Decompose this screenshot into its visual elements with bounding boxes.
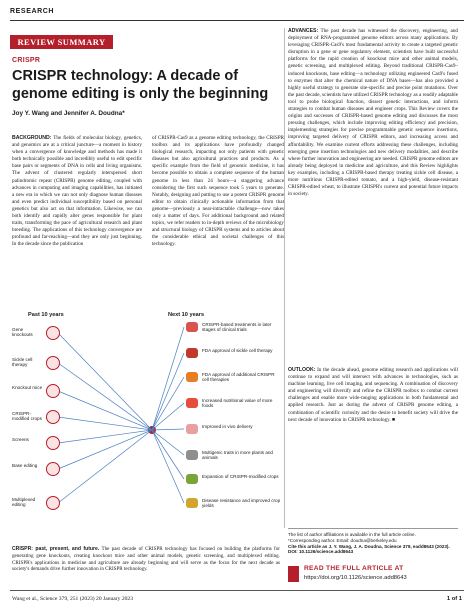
- next-item-label: Expansion of CRISPR-modified crops: [202, 474, 279, 479]
- article-authors: Joy Y. Wang and Jennifer A. Doudna*: [12, 110, 125, 117]
- past-item-icon: [46, 410, 60, 424]
- outlook-column: [288, 367, 458, 424]
- read-full-label: READ THE FULL ARTICLE AT: [304, 565, 404, 572]
- past-item-icon: [46, 462, 60, 476]
- caption-lead: CRISPR: past, present, and future.: [12, 546, 100, 552]
- past-item-label: Knockout mice: [12, 385, 43, 390]
- footnote-affiliations: The list of author affiliations is available in the full article online.: [288, 532, 416, 537]
- figure-next-connector: [152, 430, 184, 479]
- section-label: RESEARCH: [10, 8, 55, 15]
- outlook-text: In the decade ahead, genome editing research and applications will continue to expand and will intersect with advances in technologies, such as machine learning, live cell imaging, and sequencing. A combination of discovery and engineering will diversify and refine the CRISPR toolbox to combat current challenges and enable more wide-ranging applications in both fundamental and applied research. Just as during the advent of CRISPR genome editing, a combination of scientific curiosity and the desire to benefit society will drive the next decade of innovation in CRISPR technology. ■: [288, 367, 458, 423]
- read-full-doi[interactable]: https://doi.org/10.1126/science.add8643: [304, 575, 407, 581]
- next-item-label: Increased nutritional value of more foods: [202, 398, 273, 409]
- past-item-label: Base editing: [12, 463, 38, 468]
- figure-past-connector: [58, 333, 152, 430]
- past-item-icon: [46, 356, 60, 370]
- footnote-citation: Cite this article as J. Y. Wang, J. A. Doudna, Science 379, eadd8643 (2023). DOI: 10.1126/science.add8643: [288, 543, 450, 555]
- background-continuation: [152, 135, 284, 249]
- figure-next-connector: [152, 430, 184, 455]
- past-item-label: Screens: [12, 437, 29, 442]
- background-text-part2: of CRISPR-Cas9 as a genome editing technology, the CRISPR toolbox and its applications have profoundly changed biological research, impacting not only patients with genetic diseases but also agricultural practices and products. As a specific example from the field of genomic medicine, it has become possible to obtain a complete sequence of the human genome in less than 24 hours—a staggering advance considering the first such sequence took 5 years to generate. Notably, designing and putting to use a potent CRISPR genome editor to obtain clinically actionable information from that genome—previously a near-intractable challenge—now takes only a matter of days. For additional background and related topics, we refer readers to in-depth reviews of the microbiology and structural biology of CRISPR systems and to articles about the considerable ethical and societal challenges of this technology.: [152, 135, 284, 248]
- past-item-label: Sickle cell therapy: [12, 357, 33, 368]
- top-rule: [10, 20, 464, 21]
- outlook-lead: OUTLOOK:: [288, 367, 316, 373]
- advances-column: [288, 28, 458, 198]
- animal-icon: [186, 450, 198, 460]
- footer-page-number: 1 of 1: [446, 596, 462, 602]
- next-item-label: Multigenic traits in more plants and animals: [202, 450, 273, 461]
- background-column-left: [12, 135, 142, 249]
- figure-next-connector: [152, 430, 184, 503]
- figure-next-connector: [152, 353, 184, 430]
- advances-text: The past decade has witnessed the discovery, engineering, and deployment of RNA-programmed genome editors across many applications. By leveraging CRISPR-Cas9's most fundamental activity to create a targeted genetic disruption in a gene or gene regulatory element, scientists have built successful platforms for the rapid creation of knockout mice and other animal models, genetic screening, and multiplexed editing. Beyond traditional CRISPR-Cas9–induced knockouts, base editing—a technology utilizing engineered Cas9's fused to enzymes that alter the chemical nature of DNA bases—has also provided a highly useful strategy to generate site-specific and precise point mutations. Over the past decade, scientists have utilized CRISPR technology as a readily adaptable tool to probe biological function, dissect genetic interactions, and inform strategies to combat human diseases and engineer crops. This Review covers the origins and successes of CRISPR-based genome editing and discusses the most pressing challenges, which include improving editing efficiency and precision, implementing strategies for precise programmable genetic sequence insertions, improving targeted delivery of CRISPR editors, and increasing access and affordability. We examine current efforts addressing these challenges, including emerging gene insertion technologies and new delivery modalities, and describe where further innovation and engineering are needed. CRISPR genome editors are already being deployed in medicine and agriculture, and this Review highlights key examples, including a CRISPR-based therapy treating sickle cell disease, a more nutritious CRISPR-edited tomato, and a high-yield, disease-resistant CRISPR-edited wheat, to illustrate CRISPR's current and potential future impacts in society.: [288, 28, 458, 198]
- next-item-label: FDA approval of sickle cell therapy: [202, 348, 273, 353]
- figure-past-heading: Past 10 years: [28, 312, 64, 318]
- next-item-label: Disease resistance and improved crop yields: [202, 498, 281, 509]
- background-text-part1: The fields of molecular biology, genetics, and genomics are at a critical juncture—a moment in history when a convergence of knowledge and methods has made it both technically possible and incredibly useful to edit specific base pairs or segments of DNA in cells and living organisms. The advent of clustered regularly interspersed short palindromic repeat (CRISPR) genome editing, coupled with advances in computing and imaging capabilities, has initiated a new era in which we can not only diagnose human diseases and even predict individual susceptibility based on personal genetics but also act on that information. Likewise, we can both identify and rapidly alter genes responsible for plant traits, transforming the pace of agricultural research and plant breeding. The applications of this technology convergence are profound and far-reaching—and they are only just beginning. In the decade since the publication: [12, 135, 142, 248]
- tomato-icon: [186, 398, 198, 408]
- past-item-icon: [46, 496, 60, 510]
- blood-cell-icon: [186, 348, 198, 358]
- figure-next-connector: [152, 377, 184, 430]
- background-paragraph: [12, 135, 142, 249]
- next-item-label: CRISPR-based treatments in later stages of clinical trials: [202, 322, 272, 333]
- figure-next-connector: [152, 327, 184, 430]
- figure-next-connector: [152, 429, 184, 430]
- caption-text: The past decade of CRISPR technology has focused on building the platforms for generating gene knockouts, creating knockout mice and other animal models, genetic screening, and multiplexed editing. CRISPR's applications in medicine and agriculture are already beginning and will serve as the focus for the next decade as society's demands drive further innovation in CRISPR technology.: [12, 546, 280, 573]
- figure-past-connector: [58, 417, 152, 430]
- read-full-article-link[interactable]: [288, 564, 458, 586]
- past-item-label: Multiplexed editing: [12, 497, 36, 508]
- wheat-icon: [186, 498, 198, 508]
- figure-next-connector: [152, 403, 184, 430]
- figure-next-heading: Next 10 years: [168, 312, 205, 318]
- past-item-label: Gene knockouts: [12, 327, 33, 338]
- advances-lead: ADVANCES:: [288, 28, 319, 34]
- article-title: CRISPR technology: A decade of genome editing is only the beginning: [12, 68, 269, 102]
- past-item-icon: [46, 436, 60, 450]
- background-column-middle: [152, 135, 284, 249]
- article-kicker: CRISPR: [12, 57, 41, 64]
- bottom-rule: [10, 590, 464, 591]
- next-item-label: FDA approval of additional CRISPR cell therapies: [202, 372, 275, 383]
- column-divider: [284, 28, 285, 528]
- past-item-icon: [46, 384, 60, 398]
- past-item-label: CRISPR-modified crops: [12, 411, 42, 422]
- footnote-corresponding: *Corresponding author. Email: doudna@berkeley.edu: [288, 537, 397, 543]
- crop-icon: [186, 474, 198, 484]
- footer-citation: Wang et al., Science 379, 251 (2023) 20 January 2023: [12, 596, 134, 602]
- capsule-icon: [186, 424, 198, 434]
- vial-icon: [186, 372, 198, 382]
- review-summary-banner: REVIEW SUMMARY: [10, 35, 113, 49]
- past-item-icon: [46, 326, 60, 340]
- figure-past-connector: [58, 430, 152, 469]
- caption-paragraph: [12, 546, 280, 573]
- crispr-figure: [12, 312, 282, 542]
- figure-caption: [12, 546, 280, 573]
- next-item-label: Improved in vivo delivery: [202, 424, 253, 429]
- outlook-paragraph: [288, 367, 458, 424]
- document-icon: [288, 566, 299, 582]
- advances-paragraph: [288, 28, 458, 198]
- footnote-block: [288, 528, 458, 555]
- background-lead: BACKGROUND:: [12, 135, 52, 141]
- syringe-icon: [186, 322, 198, 332]
